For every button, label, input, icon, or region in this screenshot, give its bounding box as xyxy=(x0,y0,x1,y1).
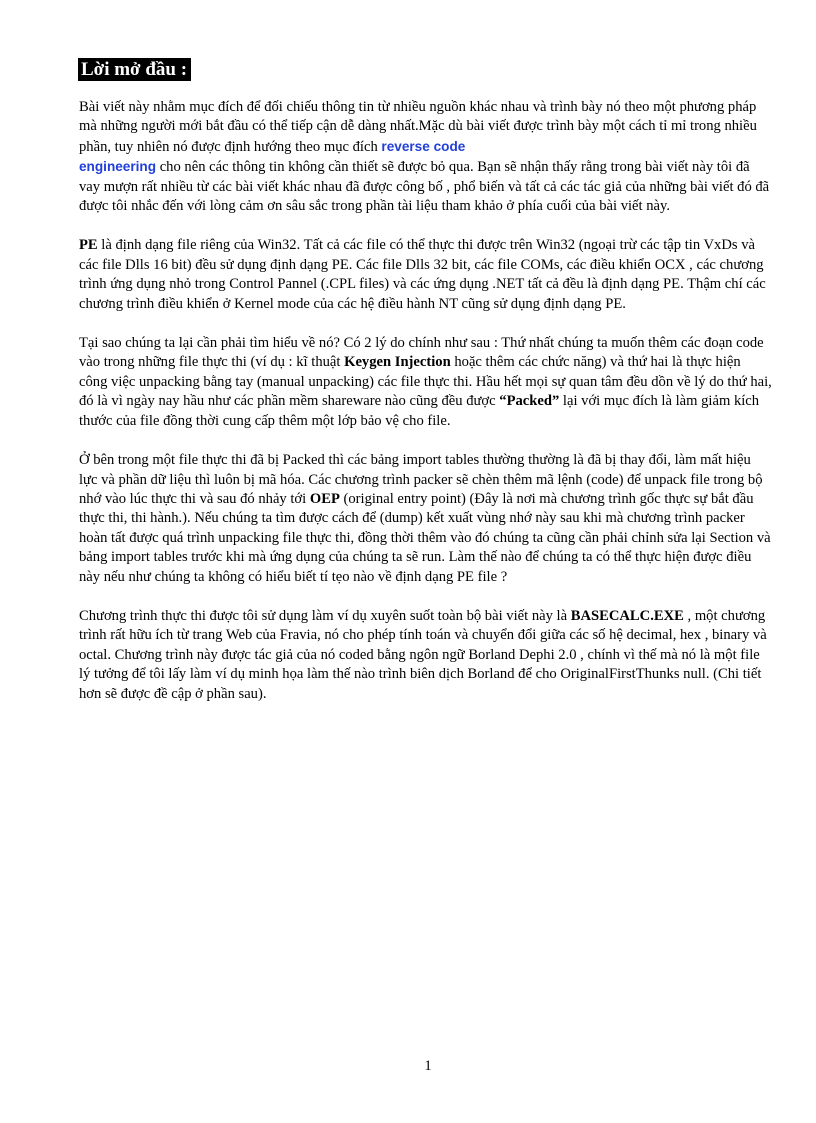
bold-term-packed: “Packed” xyxy=(499,393,560,410)
paragraph-packed xyxy=(79,451,772,587)
text-run: Chương trình thực thi được tôi sử dụng làm ví dụ xuyên suốt toàn bộ bài viết này là xyxy=(79,607,571,624)
paragraph-intro xyxy=(79,98,772,216)
text-run: là định dạng file riêng của Win32. Tất cả các file có thể thực thi được trên Win32 (ngoại trừ các tập tin VxDs và các file Dlls 16 bit) đều sử dụng định dạng PE. Các file Dlls 32 bit, các file COMs, các điều khiển OCX , các chương trình ứng dụng nhỏ trong Control Pannel (.CPL files) và các ứng dụng .NET tất cả đều là định dạng PE. Thậm chí các chương trình điều khiển ở Kernel mode của các hệ điều hành NT cũng sử dụng định dạng PE. xyxy=(79,237,766,312)
paragraph-why xyxy=(79,334,772,431)
text-run: , một chương trình rất hữu ích từ trang Web của Fravia, nó cho phép tính toán và chuyển đổi giữa các số hệ decimal, hex , binary và octal. Chương trình này được tác giả của nó coded bằng ngôn ngữ Borland Dephi 2.0 , chính vì thế mà nó là một file lý tưởng để tôi lấy làm ví dụ minh họa làm thế nào trình biên dịch Borland để cho OriginalFirstThunks null. (Chi tiết hơn sẽ được đề cập ở phần sau). xyxy=(79,607,767,702)
text-run: Ở bên trong một file thực thi đã bị Packed thì các bảng import tables thường thường là đã bị thay đổi, làm mất hiệu lực và phần dữ liệu thì luôn bị mã hóa. Các chương trình packer sẽ chèn thêm mã lệnh (code) để unpack file trong bộ nhớ vào lúc thực thi và sau đó nhảy tới xyxy=(79,452,763,507)
text-run: Tại sao chúng ta lại cần phải tìm hiểu về nó? Có 2 lý do chính như sau : Thứ nhất chúng ta muốn thêm các đoạn code vào trong những file thực thi (ví dụ : kĩ thuật xyxy=(79,335,764,371)
section-heading: Lời mở đầu : xyxy=(78,58,191,81)
text-run: Bài viết này nhằm mục đích để đối chiếu thông tin từ nhiều nguồn khác nhau và trình bày nó theo một phương pháp mà những người mới bắt đầu có thể tiếp cận dễ dàng nhất.Mặc dù bài viết được trình bày một cách tỉ mỉ trong nhiều phần, tuy nhiên nó được định hướng theo mục đích xyxy=(79,99,757,155)
page-number: 1 xyxy=(424,1058,432,1074)
bold-term-pe: PE xyxy=(79,237,98,254)
term-reverse-code: reverse code xyxy=(381,138,466,154)
text-run: lại với mục đích là làm giảm kích thước của file đồng thời cung cấp thêm một lớp bảo vệ cho file. xyxy=(79,393,760,429)
text-run: (original entry point) (Đây là nơi mà chương trình gốc thực sự bắt đầu thực thi, thi hành.). Nếu chúng ta tìm được cách để (dump) kết xuất vùng nhớ này sau khi mà chương trình packer hoàn tất được quá trình unpacking file thực thi, đồng thời thêm vào đó chúng ta cũng cần phải chỉnh sửa lại Section và bảng import tables trước khi mà ứng dụng của chúng ta sẽ run. Làm thế nào để chúng ta có thể thực hiện được điều này nếu như chúng ta không có hiểu biết tí tẹo nào về định dạng PE file ? xyxy=(79,490,771,585)
paragraph-pe-format xyxy=(79,236,772,314)
text-run: cho nên các thông tin không cần thiết sẽ được bỏ qua. Bạn sẽ nhận thấy rằng trong bài viết này tôi đã vay mượn rất nhiều từ các bài viết khác nhau đã được công bố , phổ biến và tất cả các tác giả của những bài viết đó đã được tôi nhắc đến với lòng cảm ơn sâu sắc trong phần tài liệu tham khảo ở phía cuối của bài viết này. xyxy=(79,159,770,215)
paragraph-example-program xyxy=(79,607,772,704)
bold-term-keygen-injection: Keygen Injection xyxy=(344,354,451,371)
bold-term-oep: OEP xyxy=(309,490,340,507)
bold-term-basecalc: BASECALC.EXE xyxy=(570,607,684,624)
term-engineering: engineering xyxy=(79,159,157,175)
text-run: hoặc thêm các chức năng) và thứ hai là thực hiện công việc unpacking bằng tay (manual unpacking) các file thực thi. Hầu hết mọi sự quan tâm đều dồn về lý do thứ hai, đó là vì ngày nay hầu như các phần mềm shareware nào cũng đều được xyxy=(79,354,772,410)
